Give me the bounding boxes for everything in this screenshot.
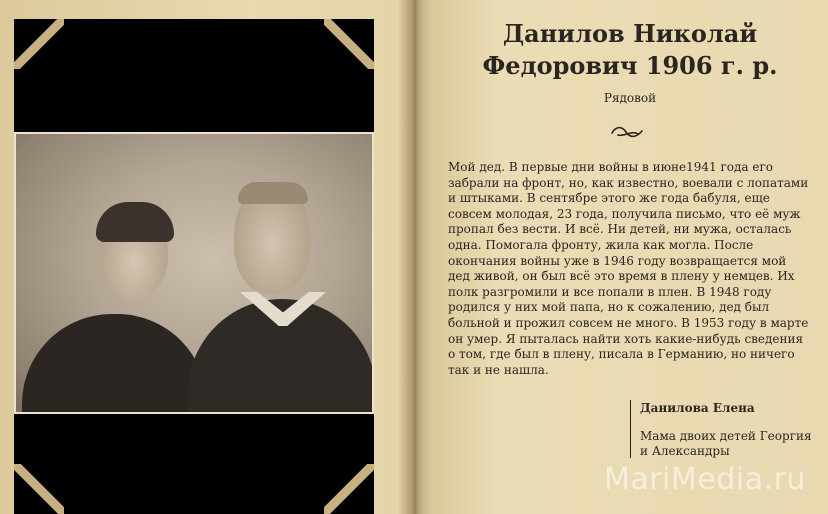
rank-label: Рядовой	[603, 91, 657, 105]
author-description: Мама двоих детей Георгия и Александры	[640, 429, 812, 458]
watermark-logo: MariMedia.ru	[604, 462, 806, 497]
author-block	[630, 400, 820, 458]
woman-hair	[96, 202, 174, 242]
photo-corner-bottom-right	[324, 464, 374, 514]
photo-corner-bottom-left	[14, 464, 64, 514]
photo-corner-top-left	[14, 19, 64, 69]
story-text: Мой дед. В первые дни войны в июне1941 года его забрали на фронт, но, как известно, воевали с лопатами и штыками. В сентябре этого же года бабуля, еще совсем молодая, 23 года, получила письмо, что её муж пропал без вести. И всё. Ни детей, ни мужа, осталась одна. Помогала фронту, жила как могла. После окончания войны уже в 1946 году возвращается мой дед живой, он был всё это время в плену у немцев. Их полк разгромили и все попали в плен. В 1948 году родился у них мой папа, но к сожалению, дед был больной и прожил совсем не много. В 1953 году в марте он умер. Я пыталась найти хоть какие-нибудь сведения о том, где был в плену, писала в Германию, но ничего так и не нашла.	[448, 160, 809, 377]
woman-figure	[22, 314, 207, 414]
ornament-icon	[608, 123, 648, 141]
family-photo	[14, 132, 374, 414]
book-spine	[398, 0, 432, 514]
photo-corner-top-right	[324, 19, 374, 69]
title-line-1: Данилов Николай	[502, 19, 758, 48]
page-title	[434, 18, 826, 82]
title-line-2: Федорович 1906 г. р.	[482, 51, 778, 80]
man-hair	[238, 182, 308, 204]
author-name: Данилова Елена	[640, 401, 755, 415]
